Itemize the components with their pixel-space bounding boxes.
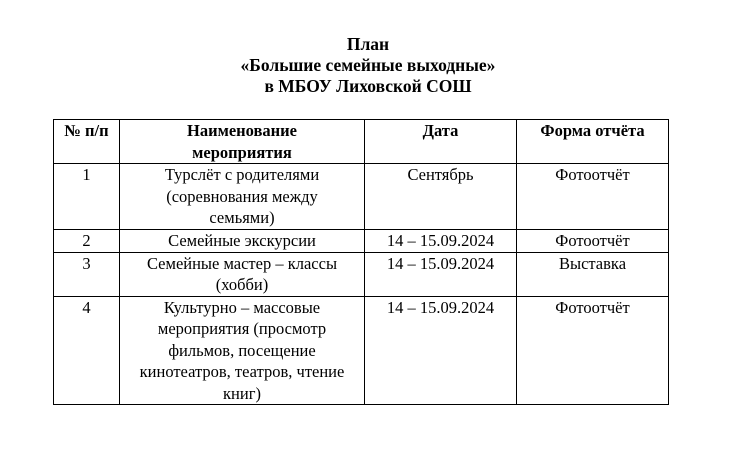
cell-number: 1 [54,164,120,230]
cell-report-form: Фотоотчёт [517,230,669,253]
cell-event-name: Культурно – массовые мероприятия (просмотр фильмов, посещение кинотеатров, театров, чтение книг) [120,296,365,405]
cell-report-form: Выставка [517,252,669,296]
cell-date: 14 – 15.09.2024 [365,230,517,253]
header-number: № п/п [54,120,120,164]
header-event-name: Наименование мероприятия [120,120,365,164]
cell-event-name: Семейные экскурсии [120,230,365,253]
title-line-2: «Большие семейные выходные» [240,55,496,75]
title-line-3: в МБОУ Лиховской СОШ [264,76,472,96]
table-row [54,252,669,296]
table-row [54,164,669,230]
header-report-form: Форма отчёта [517,120,669,164]
title-line-1: План [346,34,390,54]
cell-date: 14 – 15.09.2024 [365,252,517,296]
table-row [54,296,669,405]
cell-event-name: Турслёт с родителями (соревнования между семьями) [120,164,365,230]
cell-date: Сентябрь [365,164,517,230]
header-date: Дата [365,120,517,164]
table-header-row [54,120,669,164]
cell-number: 2 [54,230,120,253]
cell-report-form: Фотоотчёт [517,164,669,230]
cell-date: 14 – 15.09.2024 [365,296,517,405]
cell-number: 4 [54,296,120,405]
document-title [0,34,736,97]
events-table [53,119,669,405]
cell-number: 3 [54,252,120,296]
table-row [54,230,669,253]
cell-report-form: Фотоотчёт [517,296,669,405]
cell-event-name: Семейные мастер – классы (хобби) [120,252,365,296]
